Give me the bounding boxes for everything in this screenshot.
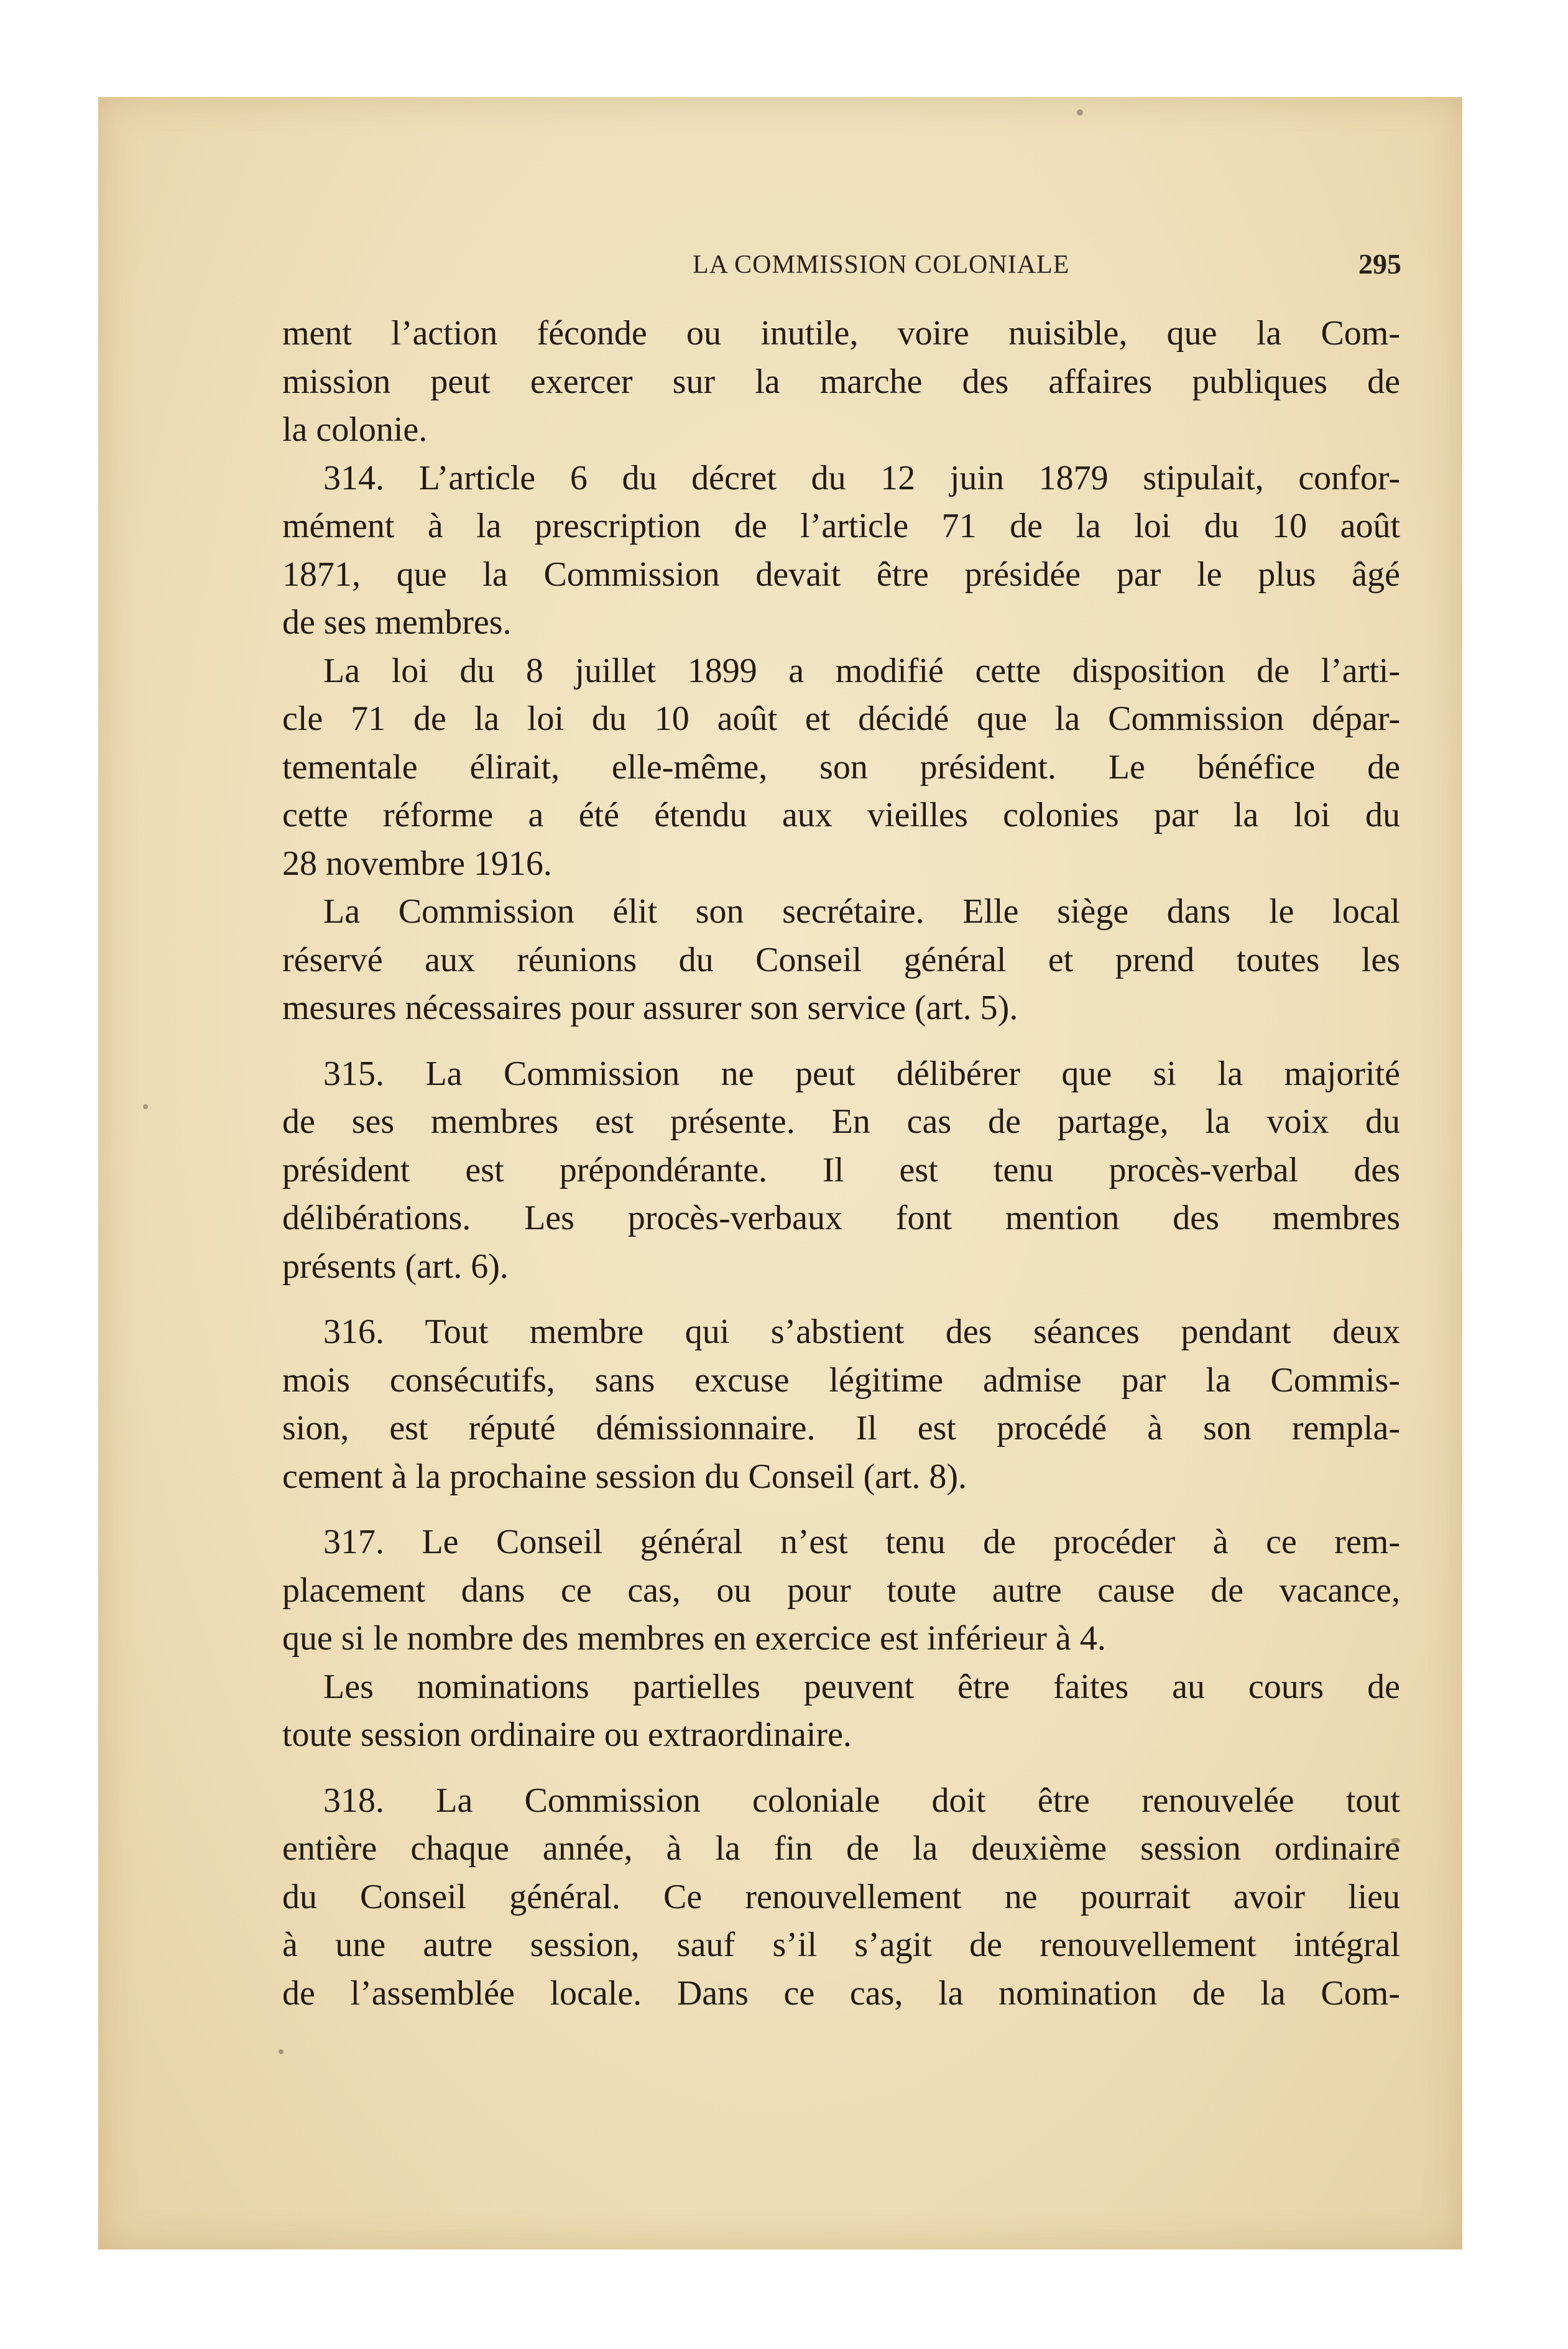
- text-line: mément à la prescription de l’article 71 de la loi du 10 août: [282, 507, 1400, 545]
- text-line: mission peut exercer sur la marche des affaires publiques de: [282, 362, 1400, 401]
- text-line: 316. Tout membre qui s’abstient des séances pendant deux: [323, 1313, 1400, 1351]
- text-line: mesures nécessaires pour assurer son service (art. 5).: [282, 989, 1018, 1027]
- text-line: Les nominations partielles peuvent être faites au cours de: [323, 1667, 1400, 1706]
- paragraph: [282, 455, 1400, 647]
- text-line: La Commission élit son secrétaire. Elle siège dans le local: [323, 892, 1400, 931]
- text-line: La loi du 8 juillet 1899 a modifié cette disposition de l’arti-: [323, 651, 1400, 690]
- text-line: cle 71 de la loi du 10 août et décidé que la Commission dépar-: [282, 699, 1400, 738]
- book-page: [98, 97, 1462, 2250]
- text-line: de ses membres est présente. En cas de partage, la voix du: [282, 1102, 1400, 1141]
- paper-speck: [279, 2049, 284, 2054]
- text-line: tementale élirait, elle-même, son président. Le bénéfice de: [282, 747, 1400, 787]
- paragraph: [282, 647, 1400, 888]
- paragraph: [282, 1308, 1400, 1501]
- paragraph: [282, 310, 1400, 455]
- text-line: 315. La Commission ne peut délibérer que si la majorité: [323, 1054, 1400, 1093]
- text-line: présents (art. 6).: [282, 1247, 509, 1286]
- text-line: de ses membres.: [282, 603, 512, 642]
- paragraph: [282, 888, 1400, 1033]
- page-number: 295: [1358, 248, 1401, 280]
- text-line: placement dans ce cas, ou pour toute autre cause de vacance,: [282, 1571, 1400, 1610]
- paragraph: [282, 1663, 1400, 1760]
- text-line: cette réforme a été étendu aux vieilles colonies par la loi du: [282, 796, 1400, 834]
- paragraph: [282, 1050, 1400, 1291]
- text-line: réservé aux réunions du Conseil général et prend toutes les: [282, 940, 1400, 979]
- running-title: LA COMMISSION COLONIALE: [693, 251, 1070, 279]
- text-line: 28 novembre 1916.: [282, 844, 552, 883]
- text-line: 318. La Commission coloniale doit être renouvelée tout: [323, 1781, 1400, 1820]
- text-line: délibérations. Les procès-verbaux font mention des membres: [282, 1199, 1400, 1237]
- text-line: 1871, que la Commission devait être présidée par le plus âgé: [282, 555, 1400, 594]
- running-head: [282, 241, 1401, 291]
- text-line: 317. Le Conseil général n’est tenu de procéder à ce rem-: [323, 1523, 1400, 1561]
- text-line: du Conseil général. Ce renouvellement ne pourrait avoir lieu: [282, 1877, 1400, 1916]
- text-line: sion, est réputé démissionnaire. Il est procédé à son rempla-: [282, 1409, 1400, 1447]
- body-text: [282, 310, 1400, 2018]
- text-line: cement à la prochaine session du Conseil (art. 8).: [282, 1457, 967, 1496]
- text-line: entière chaque année, à la fin de la deuxième session ordinaire: [282, 1829, 1400, 1868]
- text-line: ment l’action féconde ou inutile, voire nuisible, que la Com-: [282, 314, 1400, 353]
- text-line: président est prépondérante. Il est tenu procès-verbal des: [282, 1150, 1400, 1189]
- paragraph: [282, 1777, 1400, 2018]
- paper-speck: [1077, 109, 1083, 116]
- text-line: la colonie.: [282, 410, 428, 449]
- paper-speck: [143, 1104, 148, 1109]
- text-line: 314. L’article 6 du décret du 12 juin 1879 stipulait, confor-: [323, 458, 1400, 497]
- paragraph: [282, 1518, 1400, 1663]
- text-line: toute session ordinaire ou extraordinaire.: [282, 1715, 852, 1754]
- text-line: de l’assemblée locale. Dans ce cas, la nomination de la Com-: [282, 1973, 1400, 2013]
- text-line: que si le nombre des membres en exercice est inférieur à 4.: [282, 1619, 1106, 1658]
- text-line: mois consécutifs, sans excuse légitime admise par la Commis-: [282, 1360, 1400, 1400]
- text-line: à une autre session, sauf s’il s’agit de renouvellement intégral: [282, 1926, 1400, 1964]
